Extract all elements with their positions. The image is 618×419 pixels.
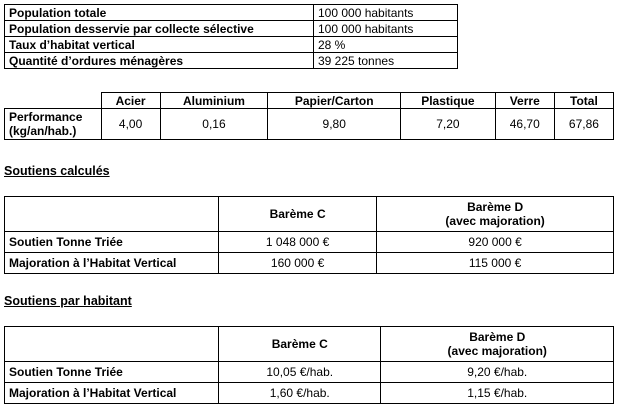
value-bareme-d: 1,15 €/hab. (381, 383, 614, 404)
header-bareme-c: Barème C (219, 197, 377, 232)
soutiens-par-habitant-table (4, 326, 614, 404)
row-label: Soutien Tonne Triée (5, 232, 219, 253)
header-bareme-d-line2: (avec majoration) (445, 214, 545, 228)
performance-value-row (5, 109, 614, 140)
table-row (5, 253, 614, 274)
row-label: Majoration à l’Habitat Vertical (5, 253, 219, 274)
header-bareme-d (377, 197, 614, 232)
summary-row (5, 37, 458, 53)
header-total: Total (554, 93, 613, 109)
value-verre: 46,70 (495, 109, 554, 140)
value-plastique: 7,20 (401, 109, 496, 140)
header-bareme-d-line2: (avec majoration) (447, 344, 547, 358)
section-heading-soutiens-par-habitant: Soutiens par habitant (4, 294, 132, 308)
value-bareme-d: 920 000 € (377, 232, 614, 253)
performance-table (4, 92, 614, 140)
value-bareme-d: 115 000 € (377, 253, 614, 274)
header-bareme-d-line1: Barème D (467, 200, 524, 214)
summary-value: 39 225 tonnes (314, 53, 458, 69)
table-row (5, 232, 614, 253)
summary-table (4, 4, 458, 69)
value-aluminium: 0,16 (160, 109, 268, 140)
performance-row-label: Performance (kg/an/hab.) (5, 109, 102, 140)
empty-corner-cell (5, 93, 102, 109)
value-papier-carton: 9,80 (268, 109, 401, 140)
value-acier: 4,00 (101, 109, 160, 140)
summary-label: Taux d’habitat vertical (5, 37, 314, 53)
header-bareme-d-line1: Barème D (469, 330, 526, 344)
table-row (5, 383, 614, 404)
header-bareme-d (381, 327, 614, 362)
row-label: Majoration à l’Habitat Vertical (5, 383, 219, 404)
header-aluminium: Aluminium (160, 93, 268, 109)
summary-row (5, 5, 458, 21)
value-bareme-d: 9,20 €/hab. (381, 362, 614, 383)
summary-value: 100 000 habitants (314, 21, 458, 37)
table-row (5, 362, 614, 383)
summary-row (5, 21, 458, 37)
soutiens-calcules-table (4, 196, 614, 274)
summary-label: Population totale (5, 5, 314, 21)
section-heading-soutiens-calcules: Soutiens calculés (4, 164, 110, 178)
header-acier: Acier (101, 93, 160, 109)
table-header-row (5, 327, 614, 362)
value-bareme-c: 160 000 € (219, 253, 377, 274)
value-bareme-c: 1 048 000 € (219, 232, 377, 253)
summary-label: Quantité d’ordures ménagères (5, 53, 314, 69)
row-label: Soutien Tonne Triée (5, 362, 219, 383)
summary-value: 28 % (314, 37, 458, 53)
summary-row (5, 53, 458, 69)
header-papier-carton: Papier/Carton (268, 93, 401, 109)
performance-header-row (5, 93, 614, 109)
empty-header-cell (5, 327, 219, 362)
empty-header-cell (5, 197, 219, 232)
value-total: 67,86 (554, 109, 613, 140)
summary-value: 100 000 habitants (314, 5, 458, 21)
header-plastique: Plastique (401, 93, 496, 109)
table-header-row (5, 197, 614, 232)
header-verre: Verre (495, 93, 554, 109)
value-bareme-c: 10,05 €/hab. (219, 362, 381, 383)
summary-label: Population desservie par collecte sélective (5, 21, 314, 37)
value-bareme-c: 1,60 €/hab. (219, 383, 381, 404)
header-bareme-c: Barème C (219, 327, 381, 362)
